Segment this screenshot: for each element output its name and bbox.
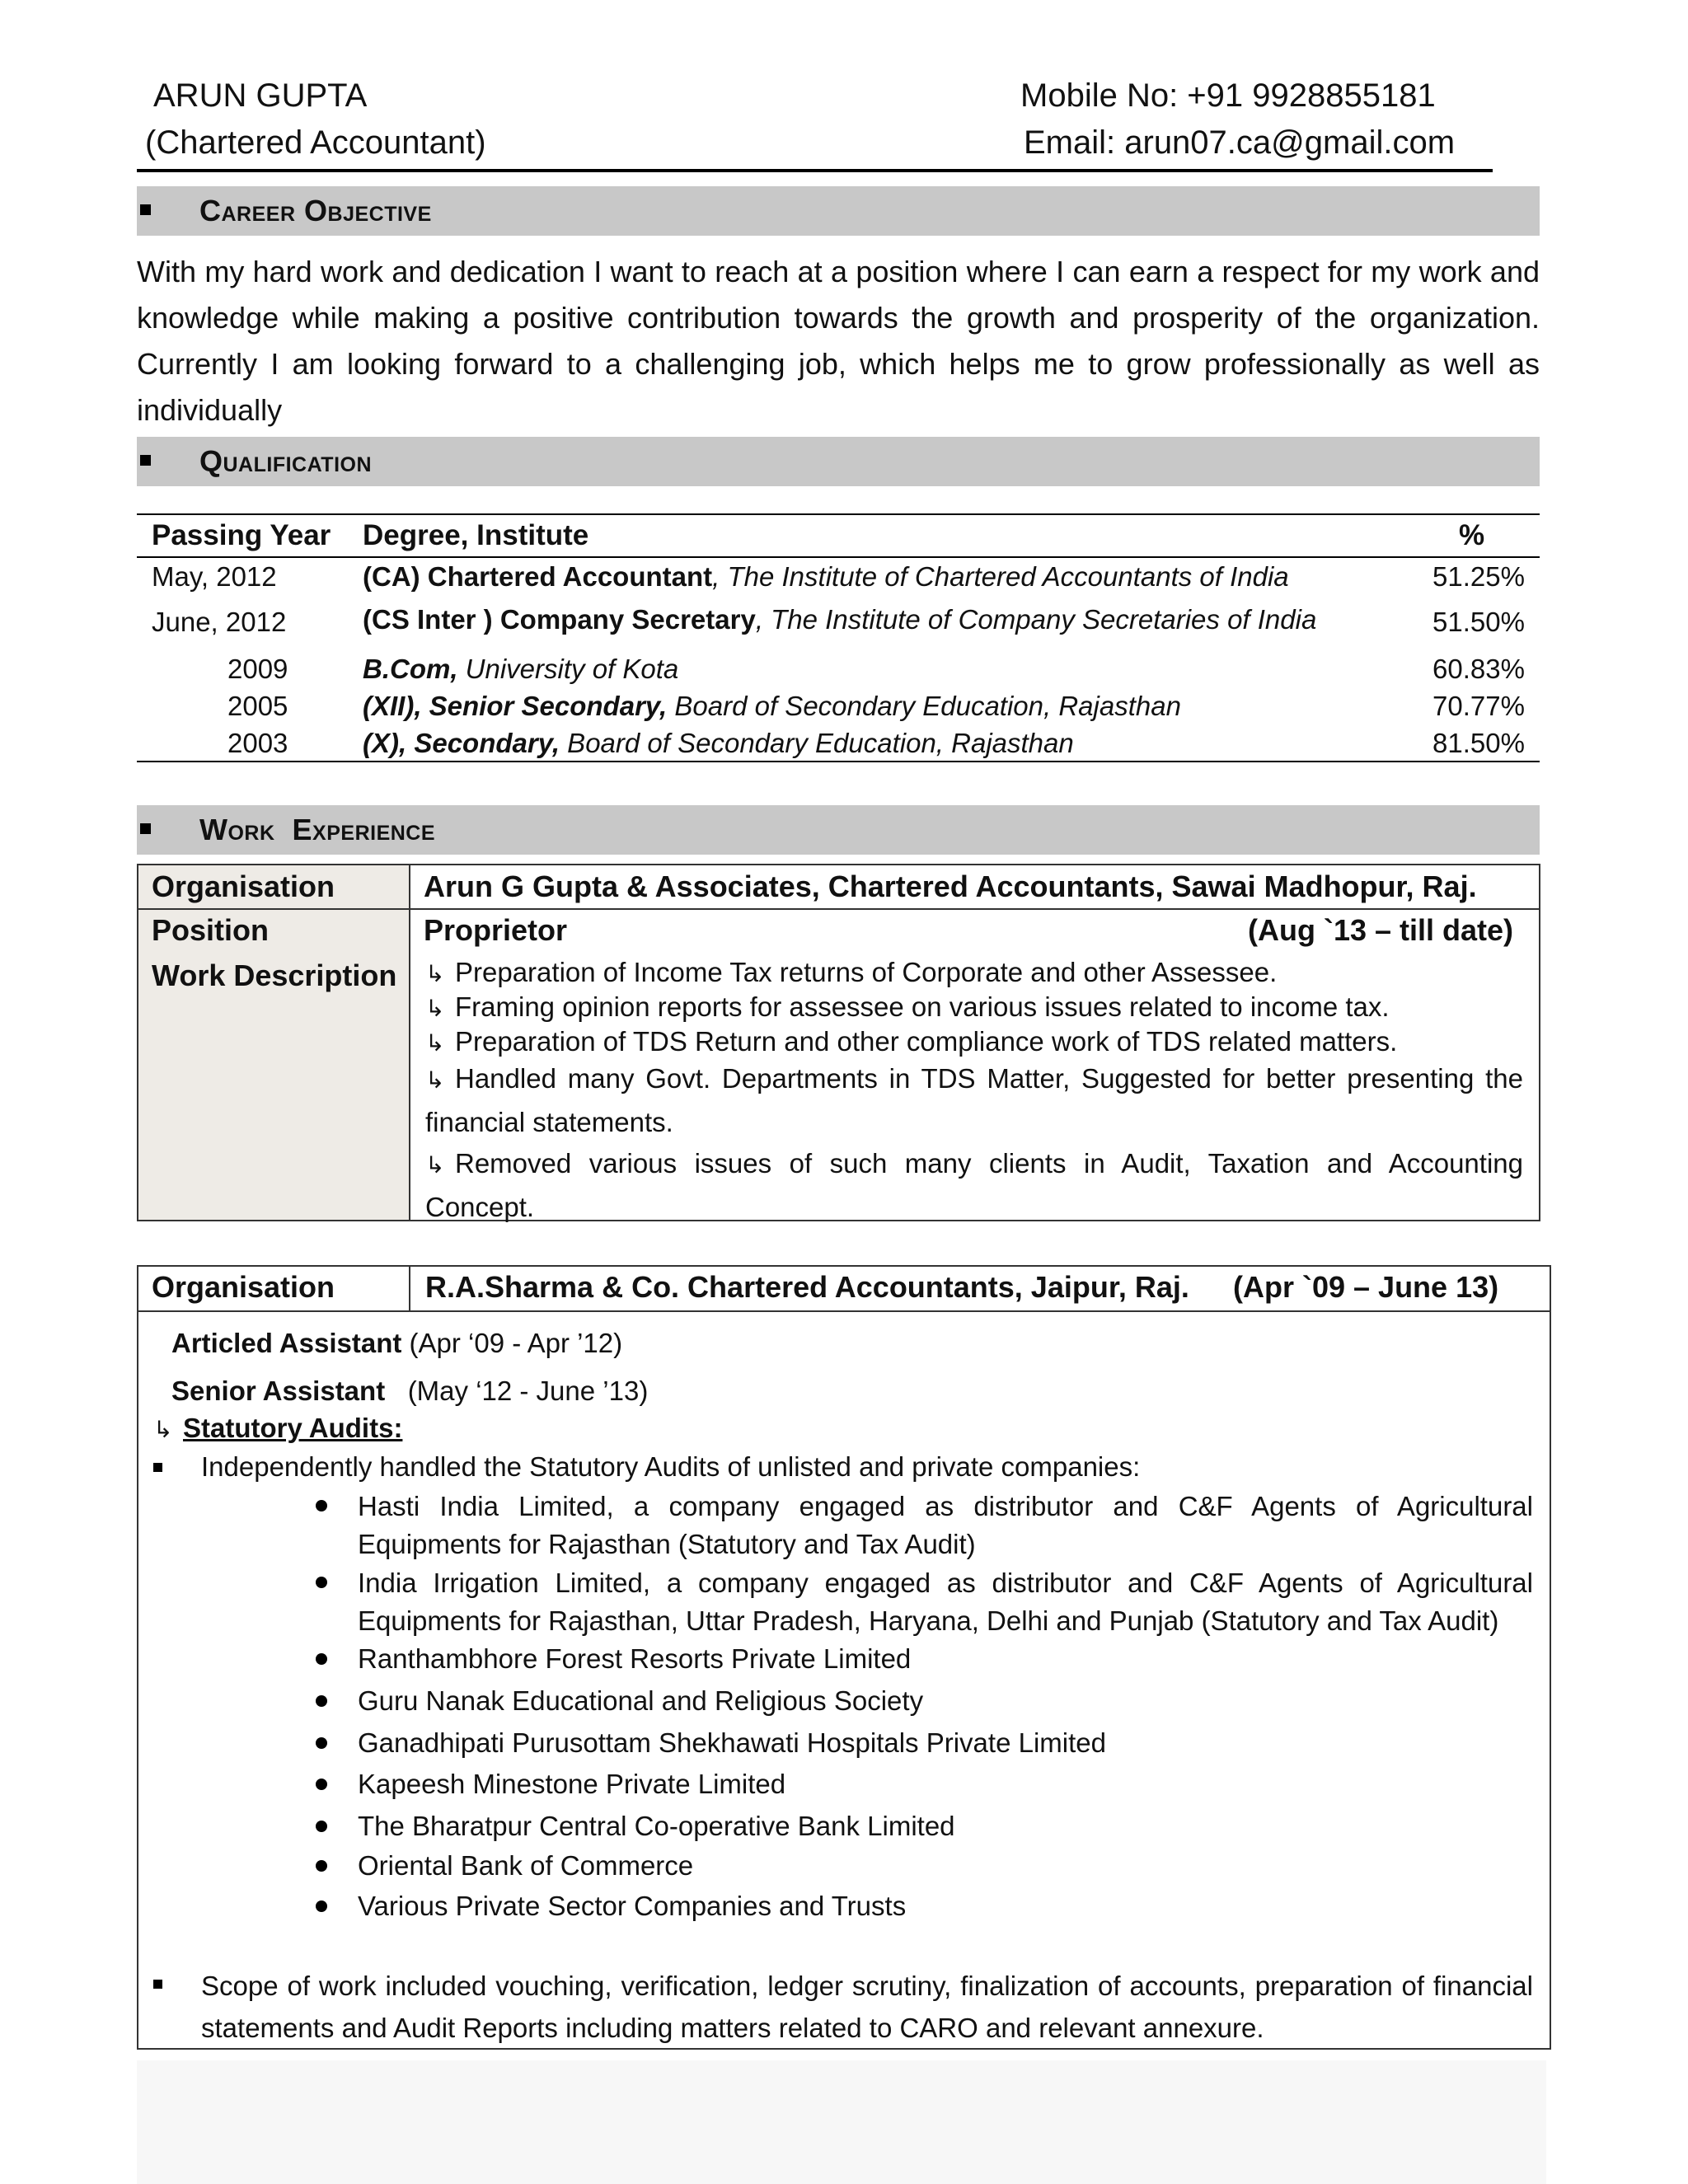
- arrow-bullet-icon: ↳: [425, 961, 445, 987]
- section-title: Career Objective: [199, 194, 432, 227]
- list-item: Ranthambhore Forest Resorts Private Limited: [358, 1643, 912, 1674]
- statutory-audits-intro: Independently handled the Statutory Audits of unlisted and private companies:: [201, 1451, 1141, 1482]
- row-year: 2005: [227, 691, 288, 721]
- job2-period: (Apr `09 – June 13): [1233, 1270, 1499, 1304]
- list-item: Hasti India Limited, a company engaged as distributor and C&F Agents of Agricultural Equipments for Rajasthan (Statutory and Tax Audit): [358, 1491, 1533, 1559]
- header-degree-institute: Degree, Institute: [363, 519, 589, 551]
- bullet-dot-icon: [316, 1900, 327, 1912]
- table-header-rule: [137, 556, 1540, 558]
- bullet-dot-icon: [316, 1653, 327, 1665]
- list-item: Various Private Sector Companies and Trusts: [358, 1891, 907, 1921]
- row-institute: Board of Secondary Education, Rajasthan: [667, 691, 1181, 721]
- row-institute: University of Kota: [457, 654, 679, 684]
- job1-duty-item: [425, 1024, 1397, 1062]
- row-institute: Board of Secondary Education, Rajasthan: [560, 728, 1074, 758]
- scope-of-work: Scope of work included vouching, verification, ledger scrutiny, finalization of accounts, preparation of financial statements and Audit Reports including matters related to CARO and relevant annexure.: [201, 1971, 1533, 2043]
- job1-duty-text: Framing opinion reports for assessee on various issues related to income tax.: [455, 991, 1390, 1022]
- row-institute: , The Institute of Company Secretaries of India: [755, 604, 1317, 635]
- square-bullet-icon: [153, 1463, 162, 1472]
- job2-role-articled: [171, 1325, 622, 1361]
- role-period: (May ‘12 - June ’13): [385, 1376, 649, 1406]
- list-item: Oriental Bank of Commerce: [358, 1850, 694, 1881]
- section-career-objective: [137, 186, 1540, 236]
- list-item: Guru Nanak Educational and Religious Society: [358, 1685, 924, 1716]
- job2-org-label: Organisation: [152, 1270, 335, 1304]
- job1-duty-item: [425, 989, 1390, 1027]
- job1-duty-text: Preparation of TDS Return and other compliance work of TDS related matters.: [455, 1026, 1398, 1057]
- square-bullet-icon: [153, 1980, 162, 1989]
- candidate-designation: (Chartered Accountant): [145, 124, 486, 161]
- job1-organisation: Arun G Gupta & Associates, Chartered Accountants, Sawai Madhopur, Raj.: [424, 869, 1477, 903]
- arrow-bullet-icon: ↳: [153, 1417, 173, 1442]
- job2-row-divider: [137, 1310, 1551, 1312]
- row-degree: (X), Secondary,: [363, 728, 560, 758]
- email-address: Email: arun07.ca@gmail.com: [1024, 124, 1456, 161]
- job1-duty-item: [425, 954, 1277, 992]
- bullet-dot-icon: [316, 1577, 327, 1588]
- job1-duty-item: [425, 1057, 1523, 1143]
- job1-column-divider: [409, 864, 410, 1221]
- square-bullet-icon: [140, 455, 151, 466]
- bullet-dot-icon: [316, 1779, 327, 1790]
- row-degree: (CA) Chartered Accountant: [363, 561, 713, 592]
- page-bottom-shade: [137, 2060, 1546, 2184]
- header-passing-year: Passing Year: [152, 519, 331, 551]
- job1-duty-text: Handled many Govt. Departments in TDS Matter, Suggested for better presenting the financial statements.: [425, 1063, 1523, 1137]
- row-year: May, 2012: [152, 561, 277, 592]
- row-degree: (XII), Senior Secondary,: [363, 691, 668, 721]
- role-period: (Apr ‘09 - Apr ’12): [401, 1328, 623, 1358]
- job1-row-divider: [137, 908, 1540, 910]
- header-rule: [137, 169, 1493, 172]
- job2-organisation: R.A.Sharma & Co. Chartered Accountants, Jaipur, Raj.: [425, 1270, 1189, 1304]
- role-title: Articled Assistant: [171, 1328, 402, 1358]
- section-title: Work Experience: [199, 813, 436, 846]
- row-institute: , The Institute of Chartered Accountants of India: [712, 561, 1289, 592]
- job1-duty-item: [425, 1142, 1523, 1228]
- header-percent: %: [1459, 519, 1485, 551]
- bullet-dot-icon: [316, 1860, 327, 1872]
- bullet-dot-icon: [316, 1695, 327, 1707]
- section-work-experience: [137, 805, 1540, 855]
- job1-position-label: Position: [152, 913, 269, 947]
- row-degree-institute: [363, 725, 1074, 762]
- row-percent: 51.25%: [1432, 561, 1525, 592]
- candidate-name: ARUN GUPTA: [153, 77, 368, 114]
- statutory-audits-title: Statutory Audits:: [183, 1413, 403, 1443]
- list-item: Kapeesh Minestone Private Limited: [358, 1769, 786, 1799]
- role-title: Senior Assistant: [171, 1376, 386, 1406]
- row-degree-institute: [363, 602, 1316, 638]
- job1-period: (Aug `13 – till date): [1248, 913, 1514, 947]
- row-percent: 51.50%: [1432, 607, 1525, 637]
- section-qualification: [137, 437, 1540, 486]
- arrow-bullet-icon: ↳: [425, 1067, 445, 1093]
- job2-role-senior: [171, 1373, 648, 1409]
- mobile-number: Mobile No: +91 9928855181: [1020, 77, 1436, 114]
- statutory-audits-heading: [153, 1410, 402, 1448]
- table-top-rule: [137, 513, 1540, 515]
- bullet-dot-icon: [316, 1821, 327, 1832]
- row-percent: 60.83%: [1432, 654, 1525, 684]
- section-title: Qualification: [199, 444, 373, 478]
- row-degree-institute: [363, 559, 1289, 595]
- job1-work-description-label: Work Description: [152, 958, 397, 992]
- arrow-bullet-icon: ↳: [425, 1030, 445, 1056]
- row-year: 2009: [227, 654, 288, 684]
- list-item: The Bharatpur Central Co-operative Bank Limited: [358, 1811, 955, 1841]
- arrow-bullet-icon: ↳: [425, 996, 445, 1021]
- row-year: 2003: [227, 728, 288, 758]
- bullet-dot-icon: [316, 1737, 327, 1749]
- list-item: India Irrigation Limited, a company engaged as distributor and C&F Agents of Agricultural Equipments for Rajasthan, Uttar Pradesh, Haryana, Delhi and Punjab (Statutory and Tax Audit): [358, 1568, 1533, 1636]
- row-percent: 70.77%: [1432, 691, 1525, 721]
- row-degree: B.Com,: [363, 654, 458, 684]
- square-bullet-icon: [140, 823, 151, 834]
- job1-org-label: Organisation: [152, 869, 335, 903]
- row-percent: 81.50%: [1432, 728, 1525, 758]
- row-degree: (CS Inter ) Company Secretary: [363, 604, 756, 635]
- table-bottom-rule: [137, 761, 1540, 762]
- row-year: June, 2012: [152, 607, 287, 637]
- row-degree-institute: [363, 651, 678, 687]
- square-bullet-icon: [140, 204, 151, 215]
- job2-column-divider: [409, 1265, 410, 1311]
- job1-position: Proprietor: [424, 913, 568, 947]
- bullet-dot-icon: [316, 1500, 327, 1511]
- list-item: Ganadhipati Purusottam Shekhawati Hospitals Private Limited: [358, 1727, 1106, 1758]
- job1-duty-text: Removed various issues of such many clients in Audit, Taxation and Accounting Concept.: [425, 1148, 1523, 1222]
- row-degree-institute: [363, 688, 1181, 724]
- arrow-bullet-icon: ↳: [425, 1152, 445, 1178]
- job1-duty-text: Preparation of Income Tax returns of Corporate and other Assessee.: [455, 957, 1278, 987]
- career-objective-text: With my hard work and dedication I want to reach at a position where I can earn a respect for my work and knowledge while making a positive contribution towards the growth and prosperity of the organization. Currently I am looking forward to a challenging job, which helps me to grow professionally as well as individually: [137, 255, 1540, 427]
